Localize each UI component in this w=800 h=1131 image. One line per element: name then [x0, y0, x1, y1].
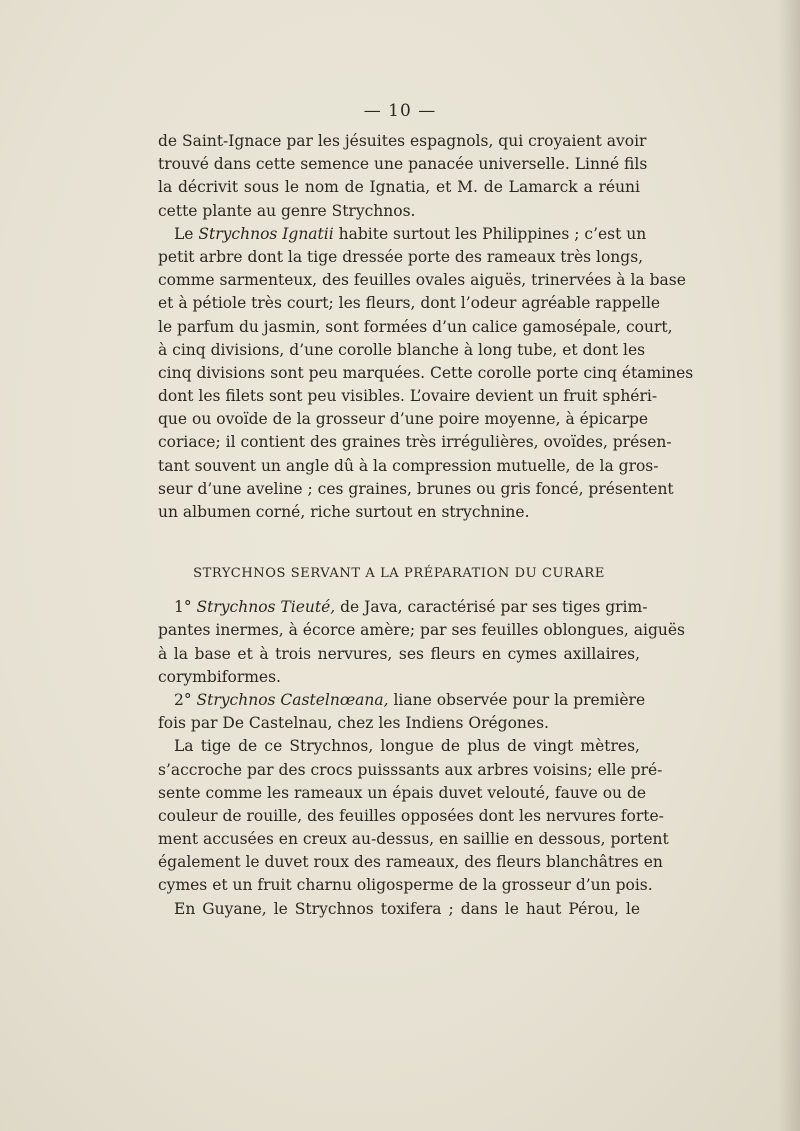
- text-line: s’accroche par des crocs puisssants aux arbres voisins; elle pré-: [158, 760, 663, 779]
- paragraph-2: [158, 223, 694, 524]
- text-line: cinq divisions sont peu marquées. Cette corolle porte cinq étamines: [158, 363, 694, 382]
- text-line: à la base et à trois nervures, ses fleurs en cymes axillaires,: [158, 644, 640, 663]
- text-line: [158, 596, 648, 619]
- text-line: comme sarmenteux, des feuilles ovales aiguës, trinervées à la base: [158, 271, 686, 290]
- text-line: un albumen corné, riche surtout en strychnine.: [158, 503, 530, 521]
- text-line: La tige de ce Strychnos, longue de plus de vingt mètres,: [174, 737, 640, 756]
- text-line: cymes et un fruit charnu oligosperme de la grosseur d’un pois.: [158, 876, 653, 895]
- paragraph-5: [158, 735, 669, 897]
- text-line: fois par De Castelnau, chez les Indiens Orégones.: [158, 714, 549, 733]
- text-line: dont les filets sont peu visibles. L’ovaire devient un fruit sphéri-: [158, 387, 658, 406]
- text-run: Le: [174, 224, 199, 243]
- page-number: — 10 —: [363, 101, 437, 121]
- text-line: également le duvet roux des rameaux, des fleurs blanchâtres en: [158, 853, 663, 872]
- text-line: corymbiformes.: [158, 667, 281, 686]
- text-line: petit arbre dont la tige dressée porte des rameaux très longs,: [158, 247, 644, 266]
- text-line: couleur de rouille, des feuilles opposées dont les nervures forte-: [158, 806, 664, 825]
- text-line: [158, 689, 646, 712]
- body-text: [158, 130, 694, 921]
- list-number: 1°: [174, 598, 197, 617]
- paragraph-1: [158, 130, 648, 223]
- text-line: la décrivit sous le nom de Ignatia, et M. de Lamarck a réuni: [158, 178, 640, 197]
- text-line: pantes inermes, à écorce amère; par ses feuilles oblongues, aiguës: [158, 621, 685, 640]
- text-line: cette plante au genre Strychnos.: [158, 201, 416, 220]
- text-run: liane observée pour la première: [388, 690, 646, 709]
- list-number: 2°: [174, 690, 197, 709]
- text-run: habite surtout les Philippines ; c’est un: [333, 224, 647, 243]
- species-name: Strychnos Tieuté,: [196, 598, 336, 617]
- text-line: à cinq divisions, d’une corolle blanche à long tube, et dont les: [158, 340, 646, 359]
- text-line: seur d’une aveline ; ces graines, brunes ou gris foncé, présentent: [158, 479, 674, 498]
- text-line: [158, 223, 647, 246]
- text-line: que ou ovoïde de la grosseur d’une poire moyenne, à épicarpe: [158, 410, 649, 429]
- text-line: tant souvent un angle dû à la compression mutuelle, de la gros-: [158, 456, 659, 475]
- paragraph-3: [158, 596, 685, 689]
- text-line: ment accusées en creux au-dessus, en saillie en dessous, portent: [158, 830, 669, 849]
- text-run: de Java, caractérisé par ses tiges grim-: [335, 598, 648, 617]
- species-name: Strychnos Castelnœana,: [196, 690, 389, 709]
- text-line: En Guyane, le Strychnos toxifera ; dans le haut Pérou, le: [174, 899, 640, 918]
- text-line: de Saint-Ignace par les jésuites espagnols, qui croyaient avoir: [158, 132, 647, 150]
- text-line: et à pétiole très court; les fleurs, dont l’odeur agréable rappelle: [158, 294, 661, 313]
- section-heading: STRYCHNOS SERVANT A LA PRÉPARATION DU CURARE: [193, 566, 605, 582]
- text-line: le parfum du jasmin, sont formées d’un calice gamosépale, court,: [158, 317, 673, 336]
- text-line: trouvé dans cette semence une panacée universelle. Linné fils: [158, 155, 648, 174]
- paragraph-6: [158, 898, 640, 921]
- text-line: sente comme les rameaux un épais duvet velouté, fauve ou de: [158, 783, 647, 802]
- species-name: Strychnos Ignatii: [198, 224, 334, 243]
- paragraph-4: [158, 689, 646, 735]
- text-line: coriace; il contient des graines très irrégulières, ovoïdes, présen-: [158, 433, 672, 452]
